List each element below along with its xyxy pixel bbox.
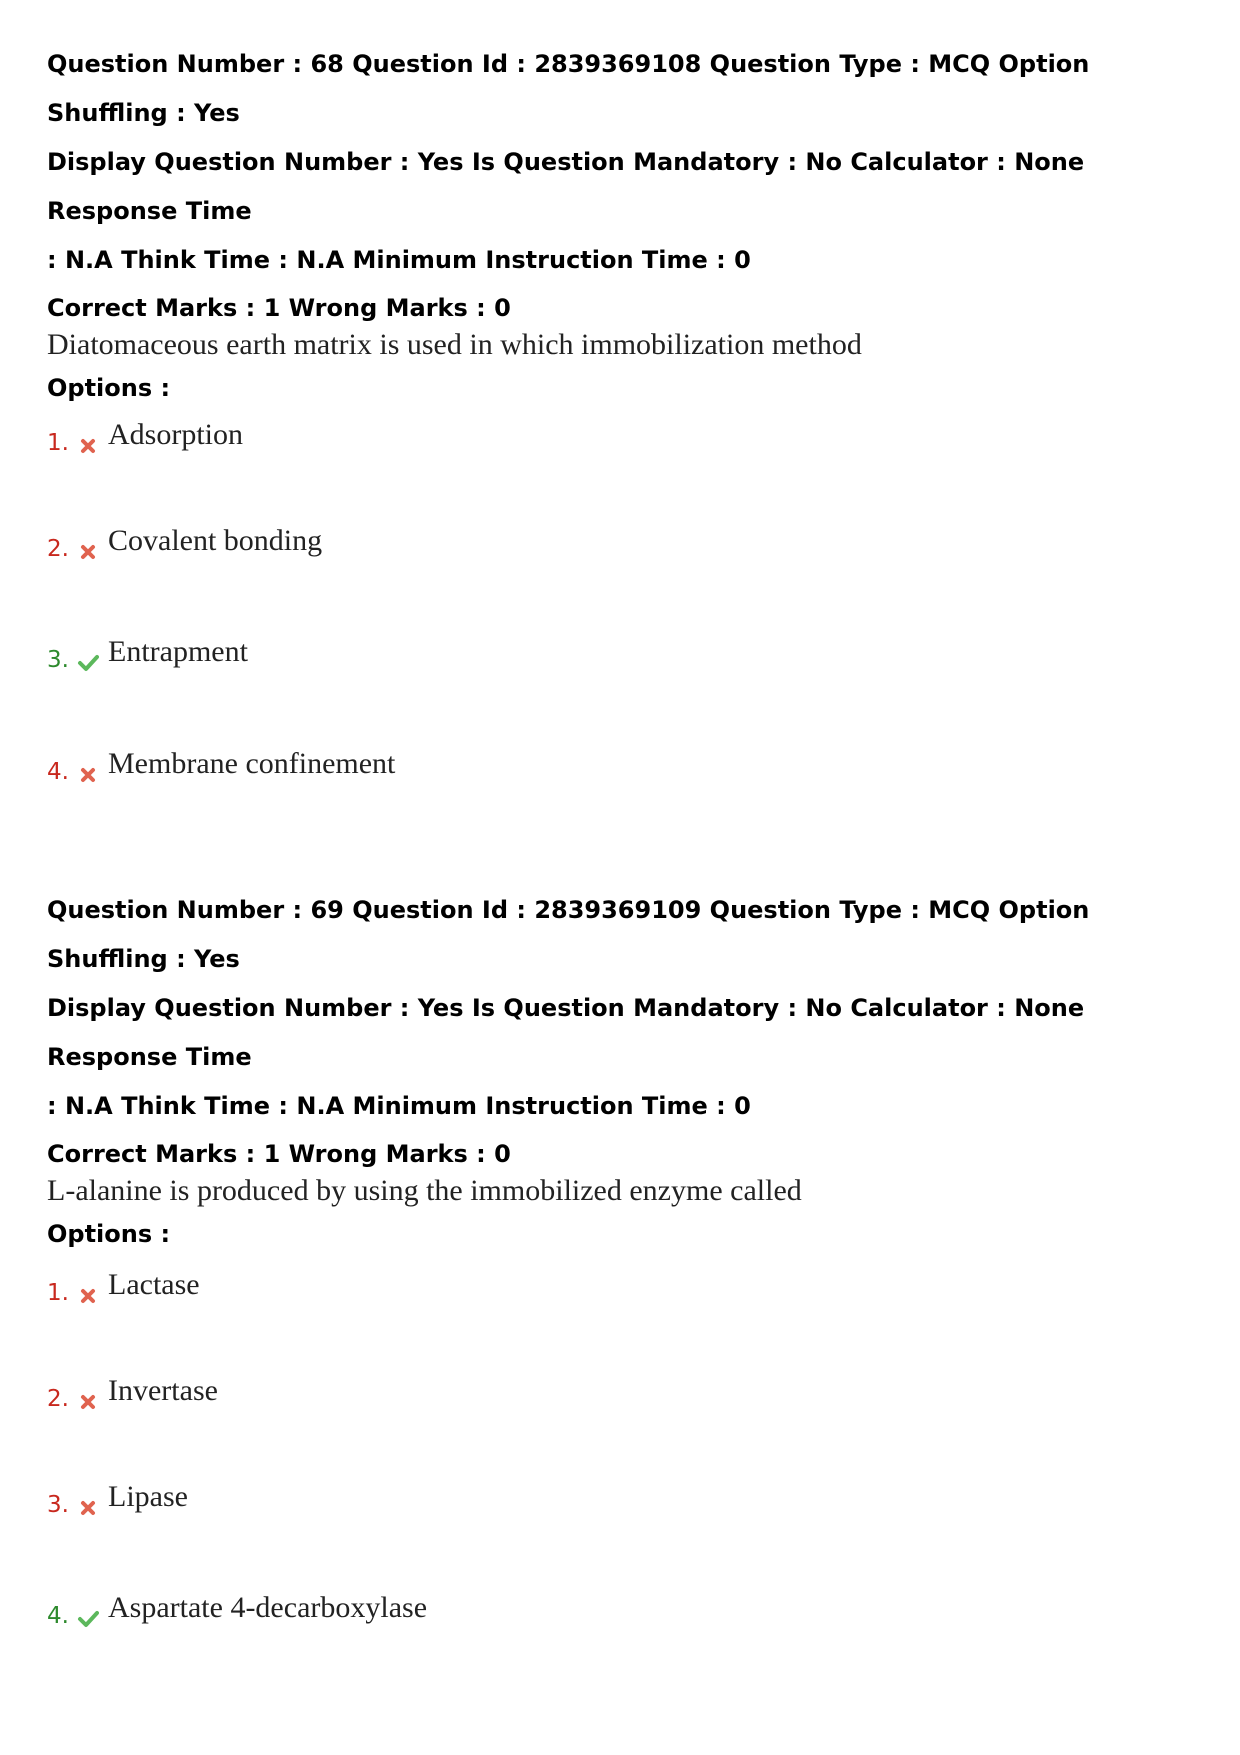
question-marks: Correct Marks : 1 Wrong Marks : 0 <box>47 1140 511 1168</box>
cross-icon <box>77 1497 99 1519</box>
cross-icon <box>77 764 99 786</box>
question-meta-line: Question Number : 69 Question Id : 2839369109 Question Type : MCQ Option Shuffling : Yes <box>47 896 1090 973</box>
option-text: Invertase <box>108 1374 218 1407</box>
cross-icon <box>77 435 99 457</box>
question-meta-line: Display Question Number : Yes Is Question Mandatory : No Calculator : None Response Time <box>47 148 1085 225</box>
option-number: 1. <box>47 430 69 456</box>
question-block <box>47 886 1207 1628</box>
option-text: Entrapment <box>108 635 248 668</box>
option-number: 2. <box>47 1386 69 1412</box>
option-number: 3. <box>47 1492 69 1518</box>
option-text: Membrane confinement <box>108 747 396 780</box>
option-text: Lactase <box>108 1268 200 1301</box>
question-marks: Correct Marks : 1 Wrong Marks : 0 <box>47 294 511 322</box>
question-meta-line: : N.A Think Time : N.A Minimum Instruction Time : 0 <box>47 1092 751 1120</box>
option-item <box>47 1371 1207 1411</box>
cross-icon <box>77 541 99 563</box>
option-item <box>47 744 1207 784</box>
option-item <box>47 1588 1207 1628</box>
option-item <box>47 1477 1207 1517</box>
question-text: L-alanine is produced by using the immobilized enzyme called <box>47 1174 802 1207</box>
question-text: Diatomaceous earth matrix is used in which immobilization method <box>47 328 862 361</box>
option-number: 2. <box>47 536 69 562</box>
option-item <box>47 1265 1207 1305</box>
question-meta-line: Question Number : 68 Question Id : 2839369108 Question Type : MCQ Option Shuffling : Yes <box>47 50 1090 127</box>
option-number: 4. <box>47 759 69 785</box>
option-text: Adsorption <box>108 418 243 451</box>
cross-icon <box>77 1391 99 1413</box>
check-icon <box>77 652 99 674</box>
options-label: Options : <box>47 374 171 402</box>
cross-icon <box>77 1285 99 1307</box>
option-text: Covalent bonding <box>108 524 323 557</box>
option-number: 1. <box>47 1280 69 1306</box>
option-item <box>47 521 1207 561</box>
option-item <box>47 632 1207 672</box>
check-icon <box>77 1608 99 1630</box>
question-block <box>47 40 1207 784</box>
option-number: 4. <box>47 1603 69 1629</box>
option-number: 3. <box>47 647 69 673</box>
option-text: Lipase <box>108 1480 188 1513</box>
question-meta-line: : N.A Think Time : N.A Minimum Instruction Time : 0 <box>47 246 751 274</box>
option-item <box>47 415 1207 455</box>
question-meta-line: Display Question Number : Yes Is Question Mandatory : No Calculator : None Response Time <box>47 994 1085 1071</box>
option-text: Aspartate 4-decarboxylase <box>108 1591 428 1624</box>
options-label: Options : <box>47 1220 171 1248</box>
